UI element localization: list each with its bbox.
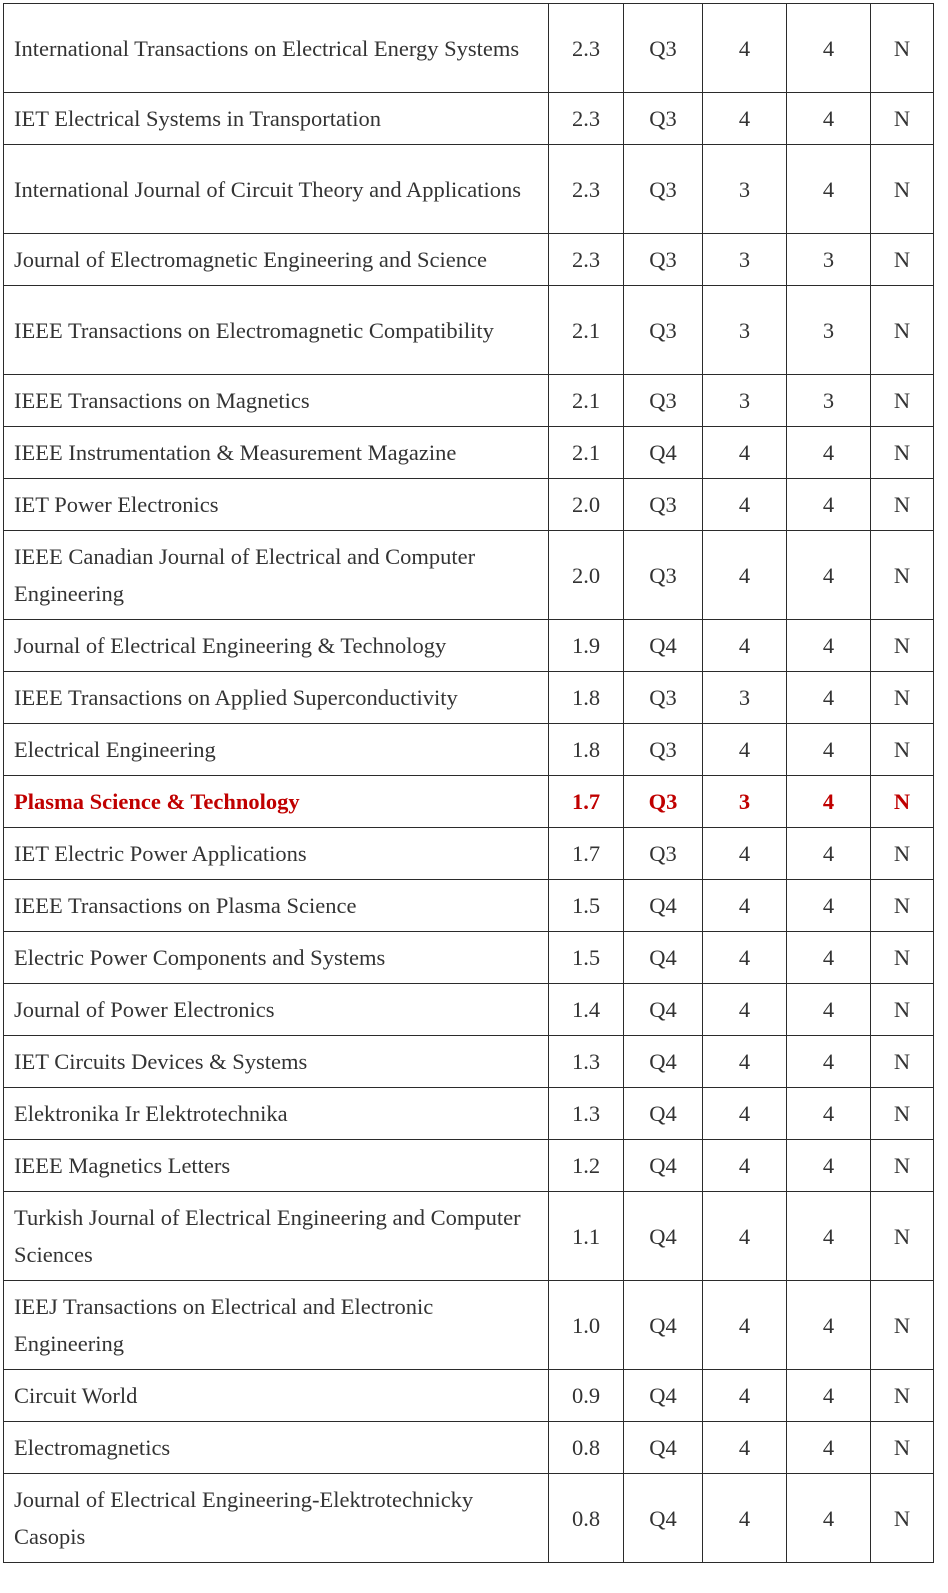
quartile-cell: Q4 — [624, 1474, 703, 1563]
zone-a-cell: 4 — [703, 932, 787, 984]
impact-factor-cell: 1.7 — [549, 776, 624, 828]
zone-a-cell: 4 — [703, 1281, 787, 1370]
impact-factor-cell: 1.0 — [549, 1281, 624, 1370]
impact-factor-cell: 1.7 — [549, 828, 624, 880]
journal-name-cell: Journal of Electrical Engineering & Technology — [4, 620, 549, 672]
flag-cell: N — [871, 1474, 934, 1563]
impact-factor-cell: 1.9 — [549, 620, 624, 672]
journal-name-cell: International Transactions on Electrical Energy Systems — [4, 4, 549, 93]
zone-b-cell: 4 — [787, 1474, 871, 1563]
flag-cell: N — [871, 145, 934, 234]
quartile-cell: Q3 — [624, 776, 703, 828]
impact-factor-cell: 1.1 — [549, 1192, 624, 1281]
impact-factor-cell: 2.3 — [549, 145, 624, 234]
journal-name-cell: IEEE Transactions on Applied Superconductivity — [4, 672, 549, 724]
quartile-cell: Q3 — [624, 286, 703, 375]
zone-a-cell: 4 — [703, 620, 787, 672]
zone-a-cell: 3 — [703, 234, 787, 286]
zone-b-cell: 4 — [787, 932, 871, 984]
flag-cell: N — [871, 427, 934, 479]
impact-factor-cell: 0.8 — [549, 1422, 624, 1474]
table-row — [4, 1140, 934, 1192]
flag-cell: N — [871, 531, 934, 620]
journal-name-cell: Elektronika Ir Elektrotechnika — [4, 1088, 549, 1140]
flag-cell: N — [871, 1281, 934, 1370]
zone-b-cell: 4 — [787, 724, 871, 776]
journal-name-cell: IEEE Instrumentation & Measurement Magazine — [4, 427, 549, 479]
zone-b-cell: 4 — [787, 145, 871, 234]
journal-name-cell: Electric Power Components and Systems — [4, 932, 549, 984]
zone-a-cell: 3 — [703, 776, 787, 828]
quartile-cell: Q3 — [624, 672, 703, 724]
journal-name-cell: IET Electrical Systems in Transportation — [4, 93, 549, 145]
flag-cell: N — [871, 776, 934, 828]
zone-a-cell: 4 — [703, 1474, 787, 1563]
zone-b-cell: 3 — [787, 234, 871, 286]
flag-cell: N — [871, 234, 934, 286]
zone-a-cell: 4 — [703, 1370, 787, 1422]
journal-name-cell: Journal of Electromagnetic Engineering and Science — [4, 234, 549, 286]
impact-factor-cell: 2.3 — [549, 4, 624, 93]
quartile-cell: Q4 — [624, 1370, 703, 1422]
zone-a-cell: 4 — [703, 4, 787, 93]
journal-name-cell: IEEE Magnetics Letters — [4, 1140, 549, 1192]
flag-cell: N — [871, 375, 934, 427]
table-row — [4, 1422, 934, 1474]
zone-a-cell: 4 — [703, 984, 787, 1036]
zone-a-cell: 4 — [703, 1422, 787, 1474]
zone-b-cell: 3 — [787, 286, 871, 375]
impact-factor-cell: 1.4 — [549, 984, 624, 1036]
quartile-cell: Q4 — [624, 1422, 703, 1474]
journal-table — [3, 3, 934, 1563]
journal-name-cell: IEEE Transactions on Plasma Science — [4, 880, 549, 932]
flag-cell: N — [871, 1088, 934, 1140]
table-row — [4, 234, 934, 286]
table-row — [4, 672, 934, 724]
zone-b-cell: 4 — [787, 776, 871, 828]
impact-factor-cell: 1.5 — [549, 880, 624, 932]
quartile-cell: Q4 — [624, 1088, 703, 1140]
zone-b-cell: 4 — [787, 828, 871, 880]
quartile-cell: Q3 — [624, 4, 703, 93]
quartile-cell: Q3 — [624, 724, 703, 776]
zone-b-cell: 4 — [787, 984, 871, 1036]
quartile-cell: Q3 — [624, 234, 703, 286]
zone-b-cell: 4 — [787, 4, 871, 93]
quartile-cell: Q4 — [624, 1036, 703, 1088]
journal-name-cell: Circuit World — [4, 1370, 549, 1422]
table-row — [4, 1192, 934, 1281]
flag-cell: N — [871, 4, 934, 93]
zone-b-cell: 4 — [787, 1036, 871, 1088]
zone-a-cell: 4 — [703, 427, 787, 479]
journal-name-cell: IEEE Canadian Journal of Electrical and Computer Engineering — [4, 531, 549, 620]
quartile-cell: Q4 — [624, 880, 703, 932]
quartile-cell: Q3 — [624, 145, 703, 234]
quartile-cell: Q3 — [624, 479, 703, 531]
journal-name-cell: Electromagnetics — [4, 1422, 549, 1474]
flag-cell: N — [871, 1370, 934, 1422]
journal-name-cell: IET Power Electronics — [4, 479, 549, 531]
table-row — [4, 828, 934, 880]
table-row-highlighted — [4, 776, 934, 828]
zone-b-cell: 4 — [787, 1370, 871, 1422]
zone-b-cell: 4 — [787, 620, 871, 672]
table-row — [4, 984, 934, 1036]
impact-factor-cell: 2.1 — [549, 286, 624, 375]
zone-a-cell: 3 — [703, 375, 787, 427]
zone-b-cell: 4 — [787, 1192, 871, 1281]
journal-name-cell: IET Electric Power Applications — [4, 828, 549, 880]
zone-a-cell: 4 — [703, 1140, 787, 1192]
journal-name-cell: Electrical Engineering — [4, 724, 549, 776]
table-row — [4, 1281, 934, 1370]
flag-cell: N — [871, 93, 934, 145]
journal-name-cell: Journal of Power Electronics — [4, 984, 549, 1036]
zone-a-cell: 4 — [703, 531, 787, 620]
impact-factor-cell: 2.3 — [549, 93, 624, 145]
zone-b-cell: 4 — [787, 672, 871, 724]
impact-factor-cell: 1.3 — [549, 1036, 624, 1088]
flag-cell: N — [871, 1192, 934, 1281]
zone-b-cell: 4 — [787, 93, 871, 145]
journal-name-cell: IEEE Transactions on Electromagnetic Compatibility — [4, 286, 549, 375]
zone-b-cell: 4 — [787, 1422, 871, 1474]
quartile-cell: Q4 — [624, 1281, 703, 1370]
impact-factor-cell: 2.3 — [549, 234, 624, 286]
zone-a-cell: 3 — [703, 286, 787, 375]
table-row — [4, 932, 934, 984]
zone-b-cell: 4 — [787, 479, 871, 531]
impact-factor-cell: 0.9 — [549, 1370, 624, 1422]
table-row — [4, 531, 934, 620]
table-row — [4, 427, 934, 479]
flag-cell: N — [871, 724, 934, 776]
zone-b-cell: 4 — [787, 427, 871, 479]
flag-cell: N — [871, 1422, 934, 1474]
journal-name-cell: Journal of Electrical Engineering-Elektrotechnicky Casopis — [4, 1474, 549, 1563]
table-row — [4, 4, 934, 93]
flag-cell: N — [871, 1140, 934, 1192]
zone-a-cell: 4 — [703, 828, 787, 880]
table-row — [4, 93, 934, 145]
zone-b-cell: 4 — [787, 1140, 871, 1192]
impact-factor-cell: 1.5 — [549, 932, 624, 984]
flag-cell: N — [871, 479, 934, 531]
flag-cell: N — [871, 620, 934, 672]
quartile-cell: Q3 — [624, 375, 703, 427]
quartile-cell: Q3 — [624, 93, 703, 145]
flag-cell: N — [871, 828, 934, 880]
zone-a-cell: 4 — [703, 1192, 787, 1281]
table-row — [4, 375, 934, 427]
zone-b-cell: 4 — [787, 1088, 871, 1140]
zone-a-cell: 3 — [703, 672, 787, 724]
zone-a-cell: 4 — [703, 1088, 787, 1140]
quartile-cell: Q3 — [624, 531, 703, 620]
table-row — [4, 1036, 934, 1088]
quartile-cell: Q4 — [624, 427, 703, 479]
zone-a-cell: 4 — [703, 880, 787, 932]
impact-factor-cell: 1.8 — [549, 724, 624, 776]
impact-factor-cell: 1.8 — [549, 672, 624, 724]
impact-factor-cell: 2.0 — [549, 479, 624, 531]
journal-table-container — [3, 3, 934, 1563]
table-row — [4, 1474, 934, 1563]
table-row — [4, 1088, 934, 1140]
impact-factor-cell: 2.1 — [549, 427, 624, 479]
journal-name-cell: IET Circuits Devices & Systems — [4, 1036, 549, 1088]
quartile-cell: Q4 — [624, 1192, 703, 1281]
impact-factor-cell: 2.0 — [549, 531, 624, 620]
quartile-cell: Q4 — [624, 1140, 703, 1192]
flag-cell: N — [871, 932, 934, 984]
quartile-cell: Q4 — [624, 984, 703, 1036]
table-row — [4, 724, 934, 776]
journal-name-cell: IEEJ Transactions on Electrical and Electronic Engineering — [4, 1281, 549, 1370]
zone-b-cell: 4 — [787, 1281, 871, 1370]
table-row — [4, 286, 934, 375]
flag-cell: N — [871, 1036, 934, 1088]
flag-cell: N — [871, 286, 934, 375]
zone-a-cell: 4 — [703, 93, 787, 145]
impact-factor-cell: 1.3 — [549, 1088, 624, 1140]
journal-name-cell: IEEE Transactions on Magnetics — [4, 375, 549, 427]
impact-factor-cell: 0.8 — [549, 1474, 624, 1563]
table-row — [4, 1370, 934, 1422]
table-row — [4, 880, 934, 932]
table-row — [4, 479, 934, 531]
flag-cell: N — [871, 880, 934, 932]
impact-factor-cell: 1.2 — [549, 1140, 624, 1192]
table-row — [4, 620, 934, 672]
table-row — [4, 145, 934, 234]
quartile-cell: Q4 — [624, 620, 703, 672]
zone-a-cell: 3 — [703, 145, 787, 234]
quartile-cell: Q3 — [624, 828, 703, 880]
zone-b-cell: 3 — [787, 375, 871, 427]
zone-a-cell: 4 — [703, 724, 787, 776]
zone-b-cell: 4 — [787, 880, 871, 932]
zone-a-cell: 4 — [703, 1036, 787, 1088]
journal-name-cell: Turkish Journal of Electrical Engineering and Computer Sciences — [4, 1192, 549, 1281]
zone-b-cell: 4 — [787, 531, 871, 620]
flag-cell: N — [871, 984, 934, 1036]
zone-a-cell: 4 — [703, 479, 787, 531]
journal-name-cell: International Journal of Circuit Theory and Applications — [4, 145, 549, 234]
impact-factor-cell: 2.1 — [549, 375, 624, 427]
journal-name-cell: Plasma Science & Technology — [4, 776, 549, 828]
flag-cell: N — [871, 672, 934, 724]
quartile-cell: Q4 — [624, 932, 703, 984]
journal-table-body — [4, 4, 934, 1563]
